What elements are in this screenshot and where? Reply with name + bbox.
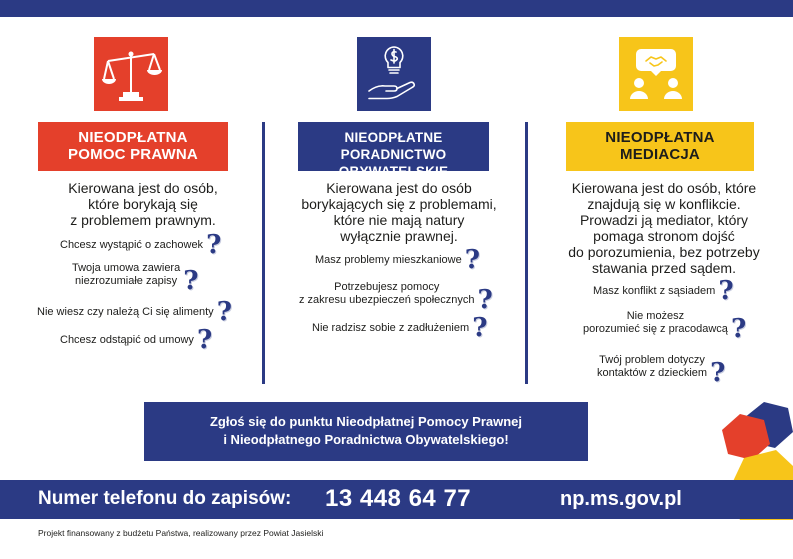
question-item: Chcesz odstąpić od umowy ? bbox=[60, 325, 213, 355]
question-mark-icon: ? bbox=[464, 245, 481, 275]
question-item: Twoja umowa zawiera niezrozumiałe zapisy ? bbox=[72, 262, 199, 297]
question-mark-icon: ? bbox=[472, 313, 488, 343]
question-item: Masz konflikt z sąsiadem ? bbox=[593, 276, 734, 306]
call-to-action-banner: Zgłoś się do punktu Nieodpłatnej Pomocy Prawnej i Nieodpłatnego Poradnictwa Obywatelskiego! bbox=[144, 402, 588, 461]
question-mark-icon: ? bbox=[730, 314, 747, 345]
funding-footer: Projekt finansowany z budżetu Państwa, realizowany przez Powiat Jasielski bbox=[38, 528, 324, 538]
title-free-legal-aid: NIEODPŁATNA POMOC PRAWNA bbox=[38, 122, 228, 171]
phone-label: Numer telefonu do zapisów: bbox=[38, 488, 292, 509]
column-divider bbox=[262, 122, 265, 384]
column-divider bbox=[525, 122, 528, 384]
civic-counseling-description: Kierowana jest do osób borykających się z problemami, które nie mają natury wyłącznie prawnej. bbox=[301, 180, 497, 244]
question-item: Nie możesz porozumieć się z pracodawcą ? bbox=[583, 310, 747, 345]
question-item: Nie radzisz sobie z zadłużeniem ? bbox=[312, 313, 488, 343]
question-mark-icon: ? bbox=[206, 230, 222, 260]
legal-aid-description: Kierowana jest do osób, które borykają się z problemem prawnym. bbox=[68, 180, 218, 228]
question-mark-icon: ? bbox=[718, 276, 734, 306]
question-item: Potrzebujesz pomocy z zakresu ubezpieczeń społecznych ? bbox=[299, 281, 493, 316]
question-item: Nie wiesz czy należą Ci się alimenty ? bbox=[37, 297, 232, 327]
question-mark-icon: ? bbox=[196, 325, 213, 355]
contact-bar bbox=[0, 480, 793, 519]
question-item: Twój problem dotyczy kontaktów z dzieckiem ? bbox=[597, 354, 726, 389]
question-item: Chcesz wystąpić o zachowek ? bbox=[60, 230, 222, 260]
mediation-description: Kierowana jest do osób, które znajdują się w konflikcie. Prowadzi ją mediator, który pomaga stronom dojść do porozumienia, bez potrzeby stawania przed sądem. bbox=[568, 180, 760, 276]
title-free-civic-counseling: NIEODPŁATNE PORADNICTWO OBYWATELSKIE bbox=[298, 122, 489, 171]
phone-number[interactable]: 13 448 64 77 bbox=[325, 485, 472, 512]
question-mark-icon: ? bbox=[710, 358, 726, 389]
hand-with-lightbulb-icon bbox=[357, 37, 431, 111]
question-mark-icon: ? bbox=[216, 297, 232, 327]
title-free-mediation: NIEODPŁATNA MEDIACJA bbox=[566, 122, 754, 171]
question-mark-icon: ? bbox=[477, 285, 493, 316]
mediation-people-icon bbox=[619, 37, 693, 111]
question-item: Masz problemy mieszkaniowe ? bbox=[315, 245, 481, 275]
question-mark-icon: ? bbox=[183, 266, 199, 297]
scales-of-justice-icon bbox=[94, 37, 168, 111]
website-link[interactable]: np.ms.gov.pl bbox=[560, 488, 682, 510]
top-bar bbox=[0, 0, 793, 17]
